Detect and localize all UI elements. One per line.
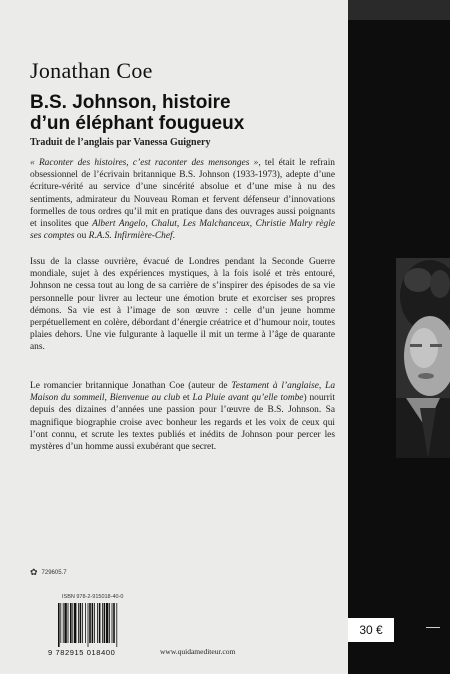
barcode-bar xyxy=(106,603,108,643)
book-title-line-1: B.S. Johnson, histoire xyxy=(30,92,231,113)
blurb-paragraph-3: Le romancier britannique Jonathan Coe (auteur de Testament à l’anglaise, La Maison du sommeil, Bienvenue au club et La Pluie avant qu’elle tombe) nourrit depuis des dizaines d’années une passion pour l’œuvre de B.S. Johnson. Sa magnifique biographie croise avec bonheur les regards et les voix de ceux qui l’ont connu, et scrute les textes publiés et inédits de Johnson pour percer les mystères d’un homme aussi exubérant que secret. xyxy=(30,381,336,453)
barcode-bar xyxy=(78,603,79,643)
publisher-website: www.quidamediteur.com xyxy=(160,647,236,656)
barcode-bar xyxy=(97,603,98,643)
barcode-bar xyxy=(113,603,115,643)
translator-credit: Traduit de l’anglais par Vanessa Guignery xyxy=(30,137,211,148)
book-title xyxy=(30,92,340,134)
work-title: Chalut xyxy=(151,219,177,230)
barcode-bar xyxy=(80,603,82,643)
book-title-line-2: d’un éléphant fougueux xyxy=(30,113,245,134)
price-tag: 30 € xyxy=(348,618,394,642)
barcode-bar xyxy=(63,603,64,643)
work-title: Christie Malry règle ses comptes xyxy=(30,219,336,242)
barcode-number: 9 782915 018400 xyxy=(48,648,116,657)
publisher-logo-icon: ✿ xyxy=(30,567,38,577)
barcode xyxy=(56,603,142,647)
barcode-bar xyxy=(74,603,76,643)
band-tick-mark xyxy=(426,627,440,628)
barcode-bar xyxy=(64,603,66,643)
isbn-label: ISBN 978-2-915018-40-0 xyxy=(62,594,124,600)
barcode-bar xyxy=(72,603,73,643)
product-code xyxy=(30,568,67,577)
barcode-bar xyxy=(85,603,86,643)
work-title: Les Malchanceux xyxy=(182,219,250,230)
band-top-strip xyxy=(348,0,450,20)
barcode-bar xyxy=(92,603,94,643)
barcode-bar xyxy=(88,603,89,647)
blurb-paragraph-1: « Raconter des histoires, c’est raconter des mensonges », tel était le refrain obsessionnel de l’écrivain britannique B.S. Johnson (1933-1973), adepte d’une écriture-vérité au service d’une sincérité absolue et d’une mise à nu des sentiments, admirateur du Nouveau Roman et fervent défenseur d’innovations formelles de tous ordres qu’il mit en pratique dans des ouvrages aussi poignants et insolites que Albert Angelo, Chalut, Les Malchanceux, Christie Malry règle ses comptes ou R.A.S. Infirmière-Chef. xyxy=(30,158,336,242)
work-title: R.A.S. Infirmière-Chef xyxy=(88,231,173,242)
work-title: Bienvenue au club xyxy=(109,393,181,404)
barcode-bar xyxy=(58,603,60,647)
barcode-bar xyxy=(94,603,95,643)
barcode-bar xyxy=(89,603,91,643)
barcode-bar xyxy=(112,603,113,643)
barcode-bar xyxy=(82,603,83,643)
opening-quote: « Raconter des histoires, c’est raconter des mensonges » xyxy=(30,158,259,168)
work-title: La Pluie avant qu’elle tombe xyxy=(192,393,304,404)
work-title: La Maison du sommeil xyxy=(30,381,336,404)
product-code-number: 729605.7 xyxy=(41,569,67,576)
barcode-bar xyxy=(60,603,61,643)
author-name: Jonathan Coe xyxy=(30,58,153,83)
work-title: Albert Angelo xyxy=(92,219,146,230)
work-title: Testament à l’anglaise xyxy=(231,381,319,391)
barcode-bar xyxy=(99,603,101,643)
barcode-bar xyxy=(109,603,110,643)
barcode-bar xyxy=(102,603,103,643)
barcode-bar xyxy=(70,603,72,643)
barcode-bar xyxy=(104,603,106,643)
barcode-bar xyxy=(116,603,117,647)
blurb-paragraph-2: Issu de la classe ouvrière, évacué de Londres pendant la Seconde Guerre mondiale, sujet à des expériences mystiques, à la fois isolé et très entouré, Johnson ne cessa tout au long de sa carrière de s’inspirer des épisodes de sa vie personnelle pour livrer au lecteur une émotion brute et exorciser ses propres démons. Sa vie est à l’image de son œuvre : celle d’un jeune homme perpétuellement en colère, débordant d’énergie créatrice et d’humour noir, toutes plaies dehors. Une vie fulgurante à laquelle il mit un terme à l’âge de quarante ans. xyxy=(30,257,335,353)
barcode-bar xyxy=(68,603,69,643)
author-portrait-photo xyxy=(396,258,450,458)
